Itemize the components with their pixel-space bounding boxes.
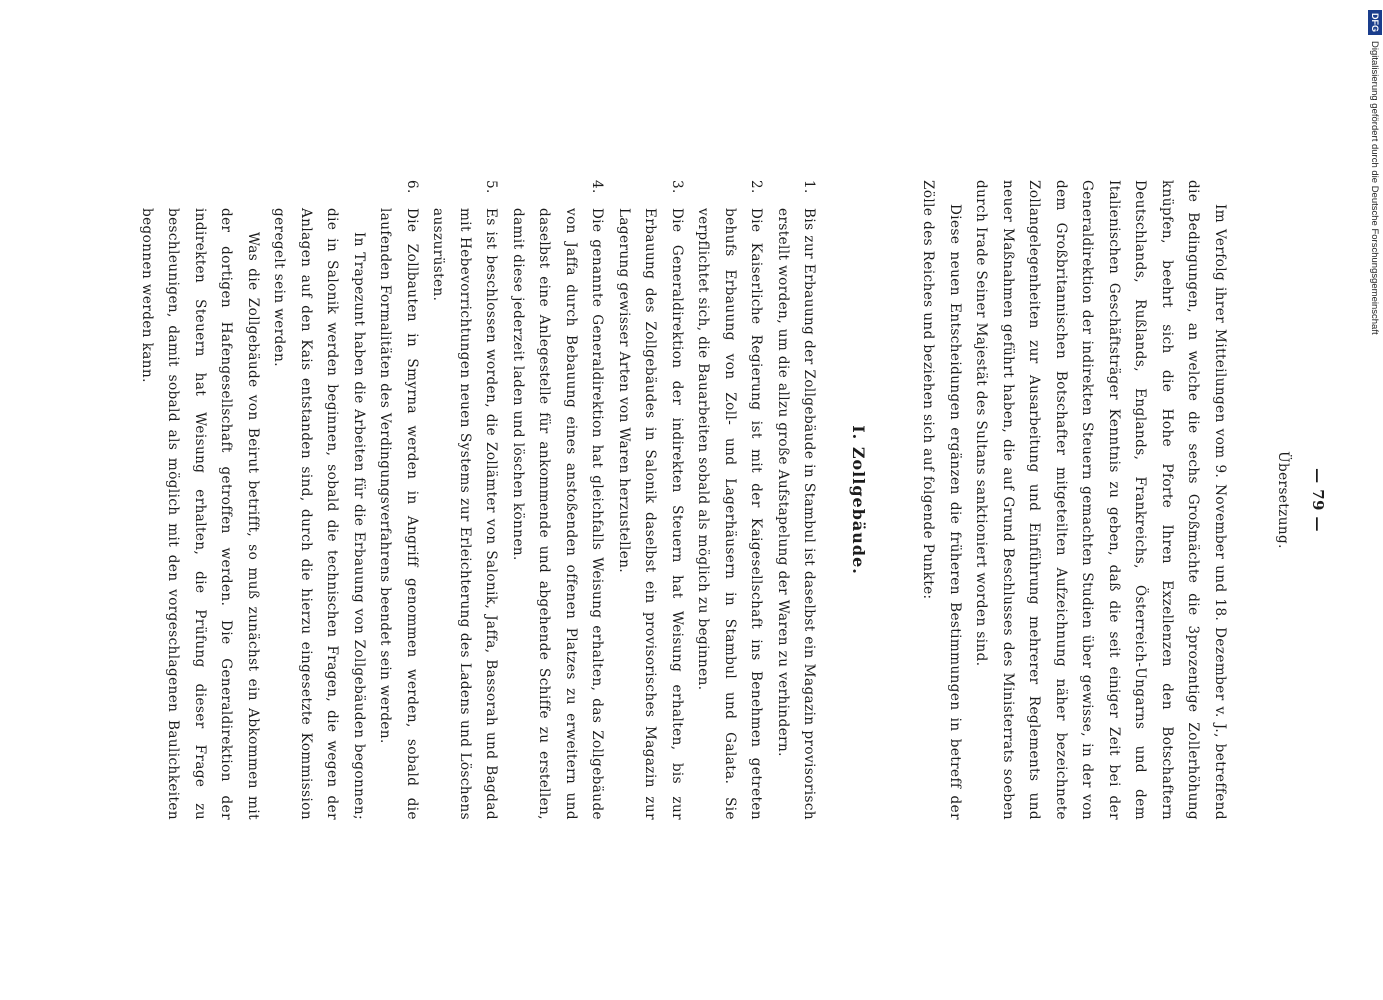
- list-item-number: 4.: [589, 180, 606, 194]
- list-item-number: 1.: [801, 180, 818, 194]
- list-item-text: Die Zollbauten in Smyrna werden in Angriff genommen werden, sobald die laufenden Formalitäten des Verdingungsverfahrens beendet sein werden.: [377, 208, 420, 820]
- list-item-number: 2.: [748, 180, 765, 194]
- intro-paragraph-2: Diese neuen Entscheidungen ergänzen die früheren Bestimmungen in betreff der Zölle des Reiches und beziehen sich auf folgende Punkte:: [920, 180, 963, 820]
- list-item-text: Die Generaldirektion der indirekten Steuern hat Weisung erhalten, bis zur Erbauung des Zollgebäudes in Salonik daselbst ein provisorisches Magazin zur Lagerung gewisser Arten von Waren herzustellen.: [616, 208, 685, 820]
- document-heading: Übersetzung.: [1275, 451, 1291, 549]
- list-item-number: 6.: [404, 180, 420, 194]
- intro-paragraph-1: Im Verfolg ihrer Mitteilungen vom 9. November und 18. Dezember v. J., betreffend die Bedingungen, an welche die sechs Großmächte die 3prozentige Zollerhöhung knüpfen, beehrt sich die Hohe Pforte Ihren Exzellenzen den Botschaftern Deutschlands, Rußlands, Englands, Frankreichs, Österreich-Ungarns und dem Italienischen Geschäftsträger Kenntnis zu geben, daß die seit einiger Zeit bei der Generaldirektion der indirekten Steuern gemachten Studien über gewisse, in der von dem Großbritannischen Botschafter mitgeteilten Aufzeichnung näher bezeichnete Zollangelegenheiten zur Ausarbeitung und Einführung mehrerer Reglements und neuer Maßnahmen geführt haben, die auf Grund Beschlusses des Ministerrats soeben durch Irade Seiner Majestät des Sultans sanktioniert worden sind.: [973, 180, 1228, 820]
- digitization-credit-rotated: [1368, 10, 1382, 390]
- page-number: — 79 —: [1309, 468, 1327, 532]
- list-item: [690, 180, 770, 820]
- numbered-list: [372, 180, 823, 820]
- digitization-credit: [1368, 10, 1382, 390]
- rotated-text-block: [139, 180, 1327, 820]
- list-item: [505, 180, 611, 820]
- list-item: [770, 180, 823, 820]
- list-item: [611, 180, 691, 820]
- digitization-credit-text: Digitalisierung gefördert durch die Deutsche Forschungsgemeinschaft: [1369, 41, 1380, 335]
- list-item-text: Es ist beschlossen worden, die Zollämter von Salonik, Jaffa, Bassorah und Bagdad mit Hebevorrichtungen neuen Systems zur Erleichterung des Ladens und Löschens auszurüsten.: [430, 208, 500, 820]
- list-item: [372, 180, 425, 820]
- sub-paragraph-trapezunt: In Trapezunt haben die Arbeiten für die Erbauung von Zollgebäuden begonnen; die in Salonik werden beginnen, sobald die technischen Fragen, die wegen der Anlagen auf den Kais entstanden sind, durch die hierzu eingesetzte Kommission geregelt sein werden.: [271, 208, 367, 820]
- list-item-number: 3.: [669, 180, 685, 194]
- section-title: I. Zollgebäude.: [849, 425, 868, 575]
- page-body: [139, 180, 1327, 820]
- list-item-number: 5.: [483, 180, 500, 194]
- dfg-logo: DFG: [1368, 10, 1382, 35]
- list-item-text: Die genannte Generaldirektion hat gleichfalls Weisung erhalten, das Zollgebäude von Jaffa durch Bebauung eines anstoßenden offenen Platzes zu erweitern und daselbst eine Anlegestelle für ankommende und abgehende Schiffe zu erstellen, damit diese jederzeit laden und löschen können.: [510, 208, 606, 820]
- list-item-text: Bis zur Erbauung der Zollgebäude in Stambul ist daselbst ein Magazin provisorisch erstellt worden, um die allzu große Aufstapelung der Waren zu verhindern.: [775, 208, 818, 820]
- list-item-text: Die Kaiserliche Regierung ist mit der Kaigesellschaft ins Benehmen getreten behufs Erbauung von Zoll- und Lagerhäusern in Stambul und Galata. Sie verpflichtet sich, die Bauarbeiten sobald als möglich zu beginnen.: [695, 208, 765, 820]
- sub-paragraph-beirut: Was die Zollgebäude von Beirut betrifft, so muß zunächst ein Abkommen mit der dortigen Hafengesellschaft getroffen werden. Die Generaldirektion der indirekten Steuern hat Weisung erhalten, die Prüfung dieser Frage zu beschleunigen, damit sobald als möglich mit den vorgeschlagenen Baulichkeiten begonnen werden kann.: [139, 208, 261, 820]
- list-item: [425, 180, 505, 820]
